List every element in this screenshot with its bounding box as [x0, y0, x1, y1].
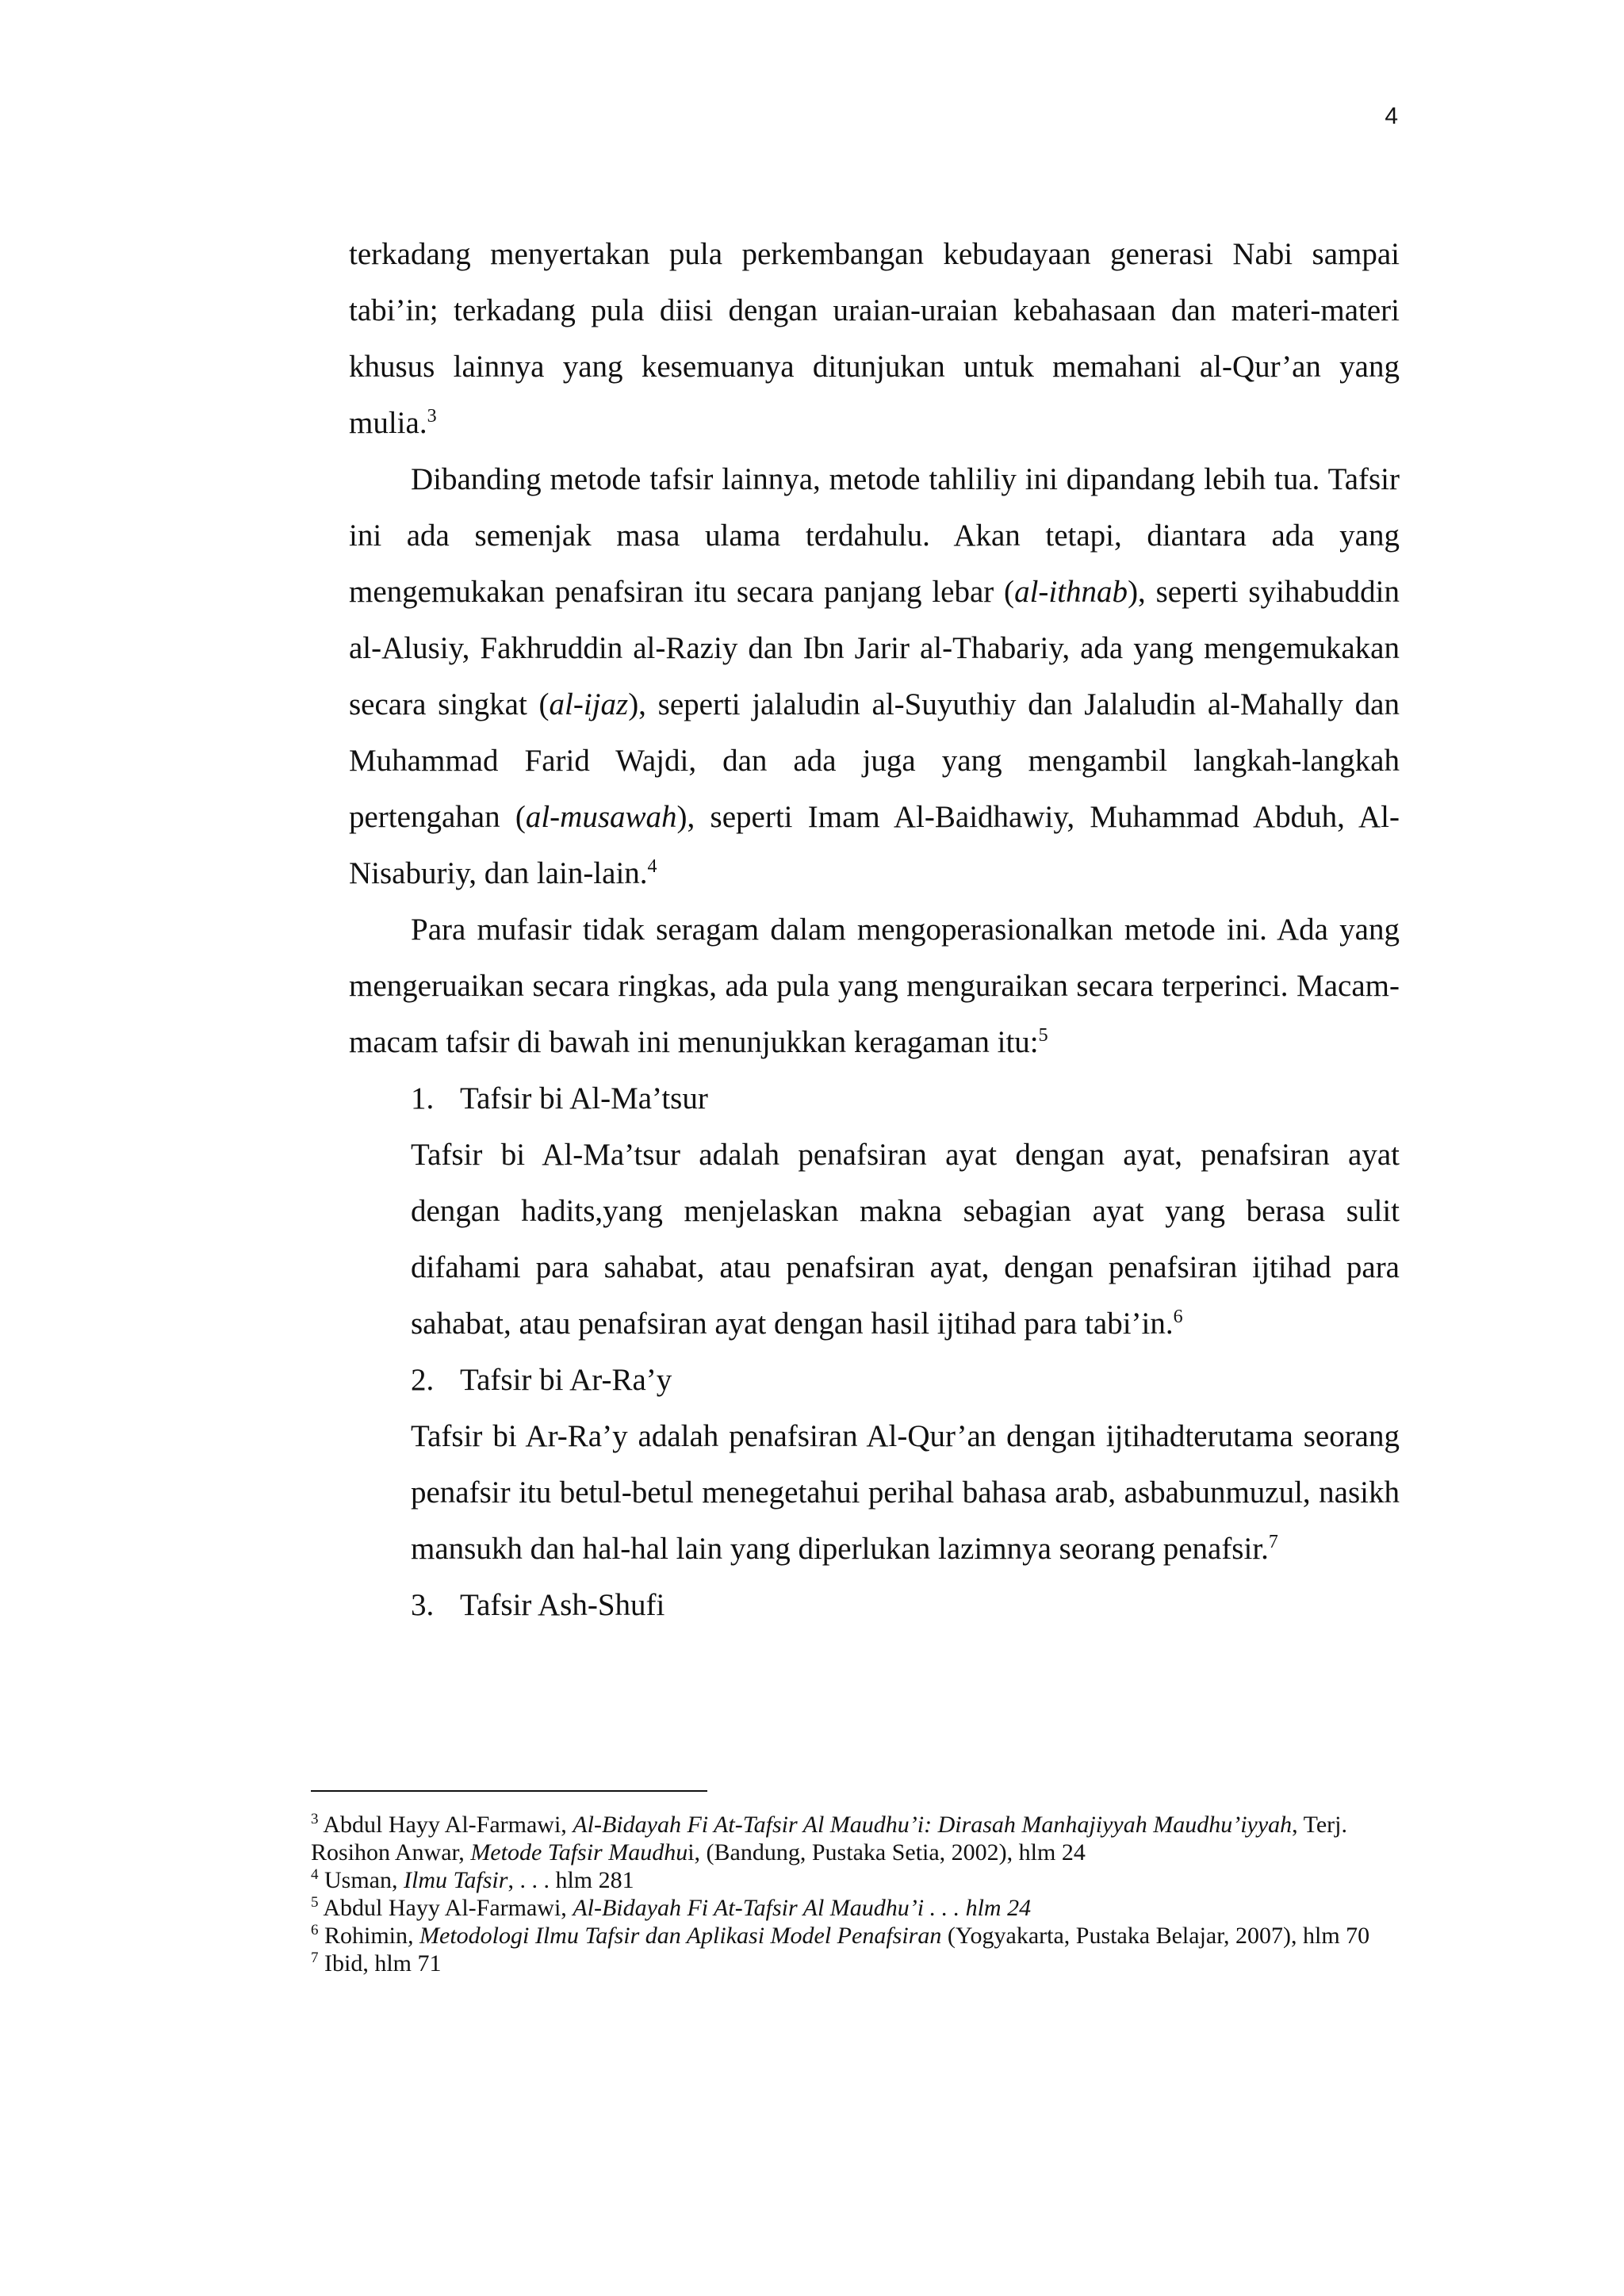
list-item-2	[411, 1352, 1400, 1577]
footnote-number: 3	[311, 1811, 319, 1827]
footnote-ref-7: 7	[1268, 1532, 1278, 1552]
footnote-text: Abdul Hayy Al-Farmawi,	[318, 1895, 573, 1921]
paragraph-2	[349, 451, 1400, 901]
paragraph-3-text: Para mufasir tidak seragam dalam mengoperasionalkan metode ini. Ada yang mengeruaikan secara ringkas, ada pula yang menguraikan secara terperinci. Macam-macam tafsir di bawah ini menunjukkan keragaman itu:	[349, 913, 1400, 1059]
footnote-text: , Terj. Rosihon Anwar,	[311, 1812, 1348, 1866]
footnotes	[311, 1790, 1401, 1977]
list-item-title	[411, 1352, 1400, 1408]
list-item-body	[411, 1408, 1400, 1577]
footnote-title: Ilmu Tafsir	[404, 1867, 508, 1893]
footnote-text: i, (Bandung, Pustaka Setia, 2002), hlm 24	[688, 1839, 1086, 1866]
paragraph-3	[349, 901, 1400, 1070]
list-item-body	[411, 1127, 1400, 1352]
paragraph-2-text-b: ), seperti syihabuddin al-Alusiy, Fakhruddin al-Raziy dan Ibn Jarir al-Thabariy, ada yang mengemukakan secara singkat (	[349, 575, 1400, 721]
paragraph-2-text-c: ), seperti jalaludin al-Suyuthiy dan Jalaludin al-Mahally dan Muhammad Farid Wajdi, dan ada juga yang mengambil langkah-langkah pertengahan (	[349, 687, 1400, 834]
list-item-1	[411, 1070, 1400, 1352]
footnote-ref-5: 5	[1038, 1025, 1048, 1046]
paragraph-1-text: terkadang menyertakan pula perkembangan kebudayaan generasi Nabi sampai tabi’in; terkadang pula diisi dengan uraian-uraian kebahasaan dan materi-materi khusus lainnya yang kesemuanya ditunjukan untuk memahani al-Qur’an yang mulia.	[349, 237, 1400, 440]
footnote-text: Abdul Hayy Al-Farmawi,	[318, 1812, 573, 1838]
footnote-text: (Yogyakarta, Pustaka Belajar, 2007), hlm 70	[941, 1923, 1370, 1949]
list-body-text: Tafsir bi Ar-Ra’y adalah penafsiran Al-Qur’an dengan ijtihadterutama seorang penafsir itu betul-betul menegetahui perihal bahasa arab, asbabunmuzul, nasikh mansukh dan hal-hal lain yang diperlukan lazimnya seorang penafsir.	[411, 1419, 1400, 1566]
paragraph-2-text-a: Dibanding metode tafsir lainnya, metode tahliliy ini dipandang lebih tua. Tafsir ini ada semenjak masa ulama terdahulu. Akan tetapi, diantara ada yang mengemukakan penafsiran itu secara panjang lebar (	[349, 462, 1400, 609]
term-al-musawah: al-musawah	[525, 800, 677, 834]
list-title-text: Tafsir bi Ar-Ra’y	[460, 1363, 672, 1397]
list-item-title	[411, 1070, 1400, 1127]
footnote-number: 7	[311, 1950, 319, 1966]
list-item-3	[411, 1577, 1400, 1633]
footnote-number: 5	[311, 1894, 319, 1911]
list-body-text: Tafsir bi Al-Ma’tsur adalah penafsiran ayat dengan ayat, penafsiran ayat dengan hadits,yang menjelaskan makna sebagian ayat yang berasa sulit difahami para sahabat, atau penafsiran ayat, dengan penafsiran ijtihad para sahabat, atau penafsiran ayat dengan hasil ijtihad para tabi’in.	[411, 1138, 1400, 1341]
footnote-number: 4	[311, 1866, 319, 1883]
list-number: 2.	[411, 1363, 435, 1397]
footnote-3	[311, 1811, 1401, 1866]
footnote-title: Metode Tafsir Maudhu	[470, 1839, 688, 1866]
footnote-6	[311, 1922, 1401, 1950]
footnote-text: Ibid, hlm 71	[318, 1950, 442, 1976]
footnote-5	[311, 1894, 1401, 1922]
footnote-ref-4: 4	[647, 856, 657, 877]
paragraph-2-text-d: ), seperti Imam Al-Baidhawiy, Muhammad Abduh, Al-Nisaburiy, dan lain-lain.	[349, 800, 1400, 890]
footnote-4	[311, 1866, 1401, 1894]
footnote-ref-3: 3	[427, 406, 437, 427]
list-title-text: Tafsir bi Al-Ma’tsur	[460, 1081, 708, 1115]
list-number: 1.	[411, 1081, 435, 1115]
term-al-ithnab: al-ithnab	[1014, 575, 1128, 609]
footnote-text: Usman,	[318, 1867, 404, 1893]
footnote-title: , Metodologi Ilmu Tafsir dan Aplikasi Model Penafsiran	[408, 1923, 942, 1949]
body-text	[349, 226, 1400, 1633]
footnote-ref-6: 6	[1173, 1307, 1183, 1327]
footnote-text: Rohimin	[318, 1923, 408, 1949]
list-number: 3.	[411, 1588, 435, 1622]
footnote-text: , . . . hlm 281	[508, 1867, 634, 1893]
footnote-number: 6	[311, 1922, 319, 1938]
page-number: 4	[1385, 103, 1398, 129]
list-title-text: Tafsir Ash-Shufi	[460, 1588, 665, 1622]
footnote-title: Al-Bidayah Fi At-Tafsir Al Maudhu’i . . . hlm 24	[573, 1895, 1032, 1921]
list-item-title	[411, 1577, 1400, 1633]
footnote-7	[311, 1950, 1401, 1977]
footnote-title: Al-Bidayah Fi At-Tafsir Al Maudhu’i: Dirasah Manhajiyyah Maudhu’iyyah	[573, 1812, 1293, 1838]
paragraph-1	[349, 226, 1400, 451]
term-al-ijaz: al-ijaz	[549, 687, 629, 721]
footnote-separator	[311, 1790, 707, 1792]
